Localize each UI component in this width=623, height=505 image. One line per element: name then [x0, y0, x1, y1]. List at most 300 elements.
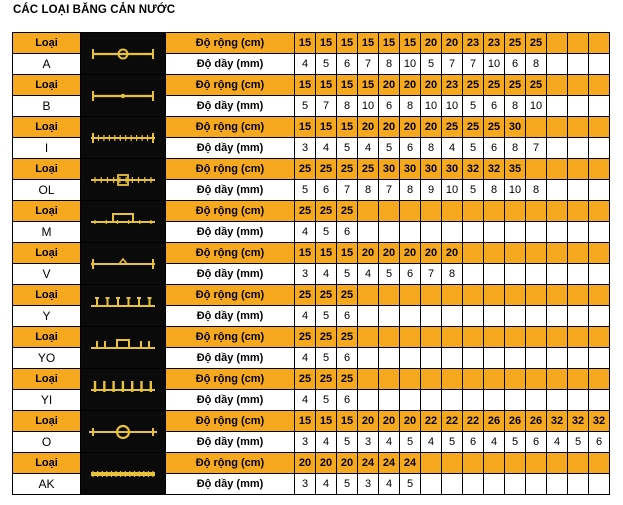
product-code: B [13, 96, 81, 117]
width-value: 15 [337, 117, 358, 138]
band-m-icon [81, 202, 165, 242]
band-ol-icon [81, 160, 165, 200]
thickness-value: 5 [442, 432, 463, 453]
width-value: 15 [316, 411, 337, 432]
thickness-value: 6 [400, 264, 421, 285]
width-value: 25 [505, 33, 526, 54]
width-value: 15 [316, 33, 337, 54]
width-value: 30 [421, 159, 442, 180]
thickness-value: 6 [379, 96, 400, 117]
width-value: 25 [337, 159, 358, 180]
width-value: 15 [337, 243, 358, 264]
width-value: 35 [505, 159, 526, 180]
thickness-value: 3 [358, 432, 379, 453]
width-value [484, 327, 505, 348]
width-value: 20 [379, 411, 400, 432]
thickness-value [421, 348, 442, 369]
thickness-value [463, 264, 484, 285]
waterstop-spec-table [12, 32, 610, 495]
thickness-value [400, 348, 421, 369]
width-value [568, 327, 589, 348]
width-value: 23 [463, 33, 484, 54]
thickness-value [547, 348, 568, 369]
thickness-value: 5 [337, 474, 358, 495]
product-code: A [13, 54, 81, 75]
thickness-value [505, 348, 526, 369]
width-row-b [13, 75, 610, 96]
thickness-value: 5 [379, 264, 400, 285]
page-title: CÁC LOẠI BĂNG CẢN NƯỚC [13, 4, 176, 16]
width-value: 23 [442, 75, 463, 96]
width-value: 15 [295, 33, 316, 54]
product-image [81, 411, 166, 453]
width-value: 20 [400, 117, 421, 138]
thickness-value: 7 [358, 54, 379, 75]
thickness-value [421, 390, 442, 411]
width-row-yo [13, 327, 610, 348]
thickness-label: Độ dầy (mm) [166, 138, 295, 159]
thickness-value [589, 180, 610, 201]
width-value [484, 285, 505, 306]
thickness-value: 5 [316, 390, 337, 411]
thickness-value [505, 306, 526, 327]
width-value: 15 [379, 33, 400, 54]
thickness-value [547, 390, 568, 411]
width-label: Độ rộng (cm) [166, 285, 295, 306]
width-value [421, 201, 442, 222]
thickness-value [526, 474, 547, 495]
thickness-value: 8 [505, 96, 526, 117]
thickness-value [526, 306, 547, 327]
thickness-value [568, 54, 589, 75]
width-value [379, 285, 400, 306]
thickness-value [463, 306, 484, 327]
width-row-m [13, 201, 610, 222]
product-code: M [13, 222, 81, 243]
product-code: AK [13, 474, 81, 495]
band-b-icon [81, 76, 165, 116]
thickness-value: 5 [400, 474, 421, 495]
thickness-value: 4 [484, 432, 505, 453]
width-value [484, 201, 505, 222]
width-value [442, 369, 463, 390]
width-value [568, 75, 589, 96]
product-image [81, 117, 166, 159]
width-value: 25 [316, 327, 337, 348]
thickness-value: 5 [379, 138, 400, 159]
thickness-value [358, 306, 379, 327]
thickness-value [484, 474, 505, 495]
thickness-value: 4 [295, 390, 316, 411]
thickness-value: 6 [337, 54, 358, 75]
thickness-value [400, 222, 421, 243]
width-value: 20 [379, 243, 400, 264]
thickness-value [589, 306, 610, 327]
thickness-value [589, 390, 610, 411]
thickness-value [484, 264, 505, 285]
width-value: 20 [358, 117, 379, 138]
type-label: Loại [13, 411, 81, 432]
thickness-value: 7 [379, 180, 400, 201]
thickness-value [568, 96, 589, 117]
band-ak-icon [81, 454, 165, 494]
product-image [81, 33, 166, 75]
thickness-label: Độ dầy (mm) [166, 432, 295, 453]
width-value [547, 285, 568, 306]
width-value: 15 [316, 75, 337, 96]
width-value [589, 33, 610, 54]
width-value: 25 [463, 75, 484, 96]
thickness-label: Độ dầy (mm) [166, 96, 295, 117]
thickness-value: 4 [295, 348, 316, 369]
width-value: 25 [442, 117, 463, 138]
thickness-value: 9 [421, 180, 442, 201]
width-value: 20 [295, 453, 316, 474]
product-code: V [13, 264, 81, 285]
width-value [484, 243, 505, 264]
width-value: 15 [358, 75, 379, 96]
thickness-value [379, 306, 400, 327]
thickness-value: 10 [442, 96, 463, 117]
thickness-value [505, 222, 526, 243]
thickness-value: 5 [505, 432, 526, 453]
width-value: 32 [547, 411, 568, 432]
width-value: 25 [526, 33, 547, 54]
thickness-value: 6 [400, 138, 421, 159]
product-image [81, 369, 166, 411]
width-row-i [13, 117, 610, 138]
thickness-label: Độ dầy (mm) [166, 474, 295, 495]
width-value [568, 33, 589, 54]
type-label: Loại [13, 369, 81, 390]
thickness-value: 4 [316, 474, 337, 495]
width-value [589, 453, 610, 474]
thickness-value: 7 [421, 264, 442, 285]
type-label: Loại [13, 243, 81, 264]
width-value: 25 [337, 201, 358, 222]
width-value: 20 [316, 453, 337, 474]
width-value [547, 453, 568, 474]
thickness-value [442, 222, 463, 243]
width-value: 20 [442, 243, 463, 264]
type-label: Loại [13, 117, 81, 138]
product-image [81, 285, 166, 327]
width-value [484, 369, 505, 390]
product-image [81, 75, 166, 117]
thickness-value: 10 [442, 180, 463, 201]
thickness-value: 6 [505, 54, 526, 75]
thickness-value: 6 [463, 432, 484, 453]
width-value: 22 [421, 411, 442, 432]
thickness-value: 10 [505, 180, 526, 201]
width-value: 20 [358, 411, 379, 432]
thickness-value: 6 [337, 222, 358, 243]
thickness-label: Độ dầy (mm) [166, 180, 295, 201]
width-value [358, 201, 379, 222]
thickness-value: 6 [526, 432, 547, 453]
thickness-value [400, 390, 421, 411]
thickness-value: 6 [337, 306, 358, 327]
type-label: Loại [13, 33, 81, 54]
thickness-value [568, 306, 589, 327]
thickness-value [358, 222, 379, 243]
width-value: 20 [337, 453, 358, 474]
width-value [400, 327, 421, 348]
width-value: 32 [484, 159, 505, 180]
width-value: 25 [358, 159, 379, 180]
thickness-value: 7 [463, 54, 484, 75]
thickness-value: 5 [316, 348, 337, 369]
band-y-icon [81, 286, 165, 326]
width-value: 25 [337, 327, 358, 348]
width-value [589, 117, 610, 138]
width-value: 20 [400, 75, 421, 96]
thickness-value: 8 [442, 264, 463, 285]
band-i-icon [81, 118, 165, 158]
thickness-value: 7 [526, 138, 547, 159]
width-value: 25 [295, 369, 316, 390]
thickness-value [463, 222, 484, 243]
width-value: 24 [400, 453, 421, 474]
thickness-value: 4 [379, 432, 400, 453]
width-value: 25 [316, 285, 337, 306]
band-yo-icon [81, 328, 165, 368]
thickness-value: 8 [526, 180, 547, 201]
type-label: Loại [13, 75, 81, 96]
thickness-value: 5 [295, 180, 316, 201]
thickness-value [526, 222, 547, 243]
thickness-value [421, 222, 442, 243]
thickness-value [421, 306, 442, 327]
thickness-value [547, 138, 568, 159]
width-value [526, 243, 547, 264]
thickness-value: 4 [358, 264, 379, 285]
thickness-value [568, 474, 589, 495]
thickness-value [400, 306, 421, 327]
thickness-label: Độ dầy (mm) [166, 54, 295, 75]
thickness-value: 5 [295, 96, 316, 117]
width-value [547, 117, 568, 138]
width-value [505, 285, 526, 306]
thickness-value [547, 180, 568, 201]
thickness-value: 4 [421, 432, 442, 453]
width-value: 25 [316, 201, 337, 222]
width-value: 25 [295, 201, 316, 222]
width-value: 22 [442, 411, 463, 432]
thickness-value [568, 222, 589, 243]
thickness-value: 3 [358, 474, 379, 495]
width-value [589, 285, 610, 306]
width-value: 25 [337, 285, 358, 306]
product-code: O [13, 432, 81, 453]
product-image [81, 327, 166, 369]
width-value: 25 [316, 159, 337, 180]
band-v-icon [81, 244, 165, 284]
thickness-value: 5 [463, 138, 484, 159]
width-value: 15 [316, 117, 337, 138]
width-row-ak [13, 453, 610, 474]
thickness-value [442, 306, 463, 327]
thickness-value [547, 222, 568, 243]
width-value [589, 75, 610, 96]
thickness-value [379, 390, 400, 411]
width-value: 20 [421, 243, 442, 264]
thickness-value: 5 [463, 180, 484, 201]
width-value [358, 285, 379, 306]
thickness-value: 6 [337, 390, 358, 411]
width-value [379, 327, 400, 348]
width-value: 32 [463, 159, 484, 180]
width-value: 25 [484, 75, 505, 96]
thickness-value: 5 [337, 264, 358, 285]
width-value: 25 [295, 327, 316, 348]
thickness-value [589, 348, 610, 369]
thickness-value [379, 348, 400, 369]
width-label: Độ rộng (cm) [166, 201, 295, 222]
thickness-value [484, 222, 505, 243]
width-value: 30 [442, 159, 463, 180]
width-value [505, 327, 526, 348]
width-value: 15 [295, 411, 316, 432]
width-row-o [13, 411, 610, 432]
width-value: 15 [400, 33, 421, 54]
width-value: 20 [400, 411, 421, 432]
thickness-value: 5 [316, 222, 337, 243]
thickness-value: 3 [295, 138, 316, 159]
thickness-value [547, 54, 568, 75]
thickness-value [547, 264, 568, 285]
width-row-y [13, 285, 610, 306]
thickness-value [358, 390, 379, 411]
thickness-label: Độ dầy (mm) [166, 390, 295, 411]
thickness-value: 7 [442, 54, 463, 75]
width-value: 15 [337, 75, 358, 96]
width-value: 15 [337, 411, 358, 432]
thickness-value [568, 390, 589, 411]
thickness-value: 6 [337, 348, 358, 369]
width-value: 20 [421, 75, 442, 96]
width-value [505, 201, 526, 222]
width-row-a [13, 33, 610, 54]
thickness-value [484, 306, 505, 327]
width-value [589, 159, 610, 180]
thickness-value [442, 474, 463, 495]
width-label: Độ rộng (cm) [166, 369, 295, 390]
width-value: 20 [379, 75, 400, 96]
width-value [589, 327, 610, 348]
width-value: 30 [400, 159, 421, 180]
thickness-value [505, 474, 526, 495]
width-value: 26 [484, 411, 505, 432]
thickness-value: 8 [400, 180, 421, 201]
thickness-label: Độ dầy (mm) [166, 222, 295, 243]
thickness-value: 6 [484, 96, 505, 117]
band-yi-icon [81, 370, 165, 410]
thickness-value: 8 [379, 54, 400, 75]
width-value: 30 [379, 159, 400, 180]
width-value [589, 243, 610, 264]
width-value [484, 453, 505, 474]
width-row-yi [13, 369, 610, 390]
thickness-value [484, 348, 505, 369]
type-label: Loại [13, 327, 81, 348]
product-image [81, 243, 166, 285]
width-value: 32 [568, 411, 589, 432]
width-row-v [13, 243, 610, 264]
width-value [547, 243, 568, 264]
width-value [526, 453, 547, 474]
width-value [589, 369, 610, 390]
width-value [526, 159, 547, 180]
thickness-value [547, 96, 568, 117]
width-value [568, 159, 589, 180]
width-value [400, 369, 421, 390]
thickness-value [589, 138, 610, 159]
thickness-value [568, 138, 589, 159]
thickness-value: 4 [547, 432, 568, 453]
width-label: Độ rộng (cm) [166, 75, 295, 96]
thickness-value: 4 [295, 54, 316, 75]
width-row-ol [13, 159, 610, 180]
width-label: Độ rộng (cm) [166, 117, 295, 138]
thickness-value: 7 [316, 96, 337, 117]
thickness-value [442, 348, 463, 369]
thickness-label: Độ dầy (mm) [166, 306, 295, 327]
thickness-value [568, 264, 589, 285]
width-value [442, 201, 463, 222]
thickness-value: 5 [463, 96, 484, 117]
width-value [568, 117, 589, 138]
width-value: 15 [316, 243, 337, 264]
width-value: 25 [295, 285, 316, 306]
width-value [589, 201, 610, 222]
thickness-value [568, 180, 589, 201]
thickness-value [379, 222, 400, 243]
thickness-value: 4 [316, 264, 337, 285]
thickness-value [505, 264, 526, 285]
thickness-value: 5 [400, 432, 421, 453]
thickness-value: 6 [589, 432, 610, 453]
width-value [379, 201, 400, 222]
width-value [568, 243, 589, 264]
thickness-value [547, 306, 568, 327]
width-value [526, 369, 547, 390]
thickness-value: 10 [358, 96, 379, 117]
width-value: 25 [463, 117, 484, 138]
width-value: 32 [589, 411, 610, 432]
width-value: 15 [358, 33, 379, 54]
width-value [358, 369, 379, 390]
width-value [463, 327, 484, 348]
width-value: 24 [358, 453, 379, 474]
width-value [463, 453, 484, 474]
thickness-value: 8 [484, 180, 505, 201]
thickness-value: 5 [316, 54, 337, 75]
thickness-value: 4 [295, 222, 316, 243]
band-o-icon [81, 412, 165, 452]
width-value: 26 [526, 411, 547, 432]
width-value [400, 201, 421, 222]
width-value [400, 285, 421, 306]
thickness-value [463, 348, 484, 369]
width-label: Độ rộng (cm) [166, 243, 295, 264]
width-value: 20 [442, 33, 463, 54]
thickness-value: 10 [484, 54, 505, 75]
band-a-icon [81, 34, 165, 74]
thickness-value: 4 [379, 474, 400, 495]
type-label: Loại [13, 159, 81, 180]
width-value: 15 [295, 117, 316, 138]
